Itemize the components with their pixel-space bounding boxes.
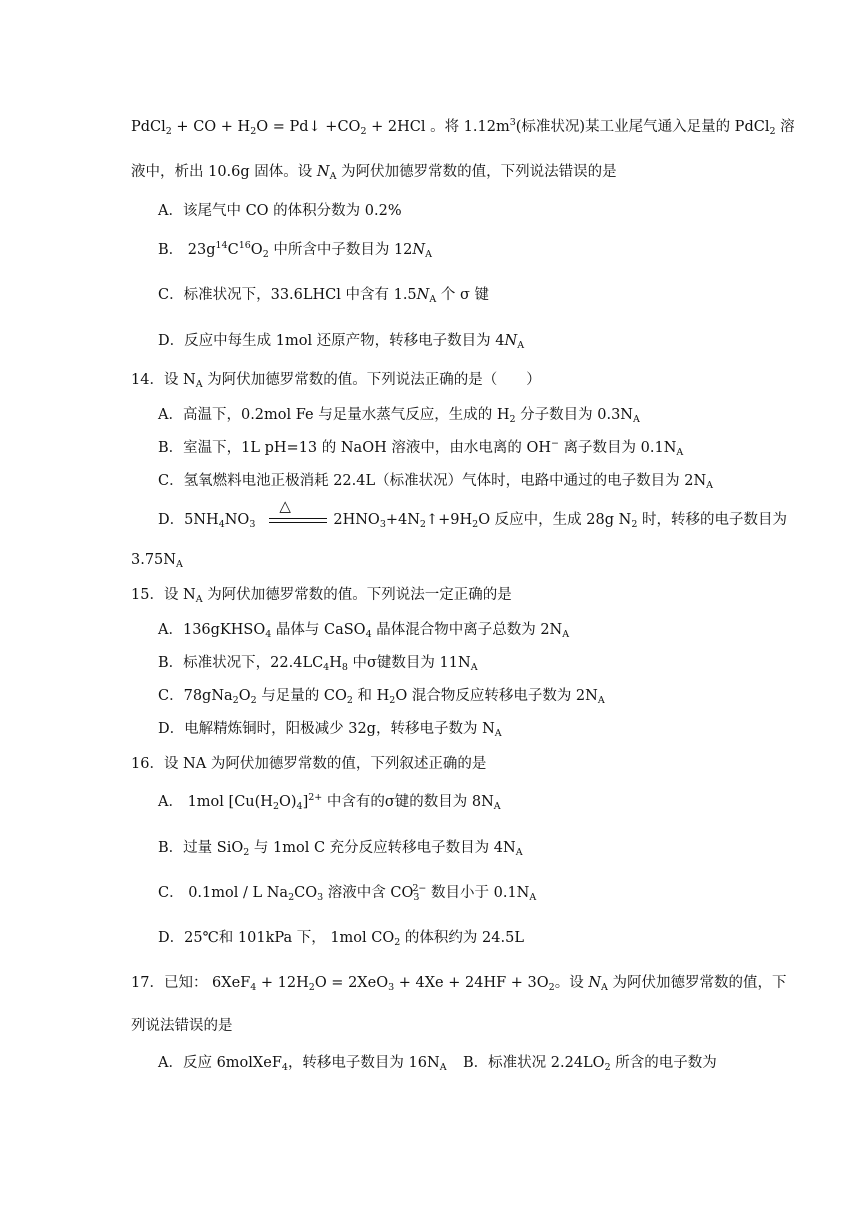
q17-stem-line2: 列说法错误的是 [131, 1018, 233, 1034]
q14-option-c: C．氢氧燃料电池正极消耗 22.4L（标准状况）气体时，电路中通过的电子数目为 $2N_A$ [158, 473, 714, 491]
q17-option-a: A．反应 6molXeF$_4$，转移电子数目为 $16N_A$ [158, 1055, 447, 1073]
q15-option-d: D．电解精炼铜时，阳极减少 32g，转移电子数为 $N_A$ [158, 721, 502, 739]
q14-option-b: B．室温下，1L pH=13 的 NaOH 溶液中，由水电离的 OH− 离子数目为 $0.1N_A$ [158, 438, 684, 458]
q13-option-a: A．该尾气中 CO 的体积分数为 0.2% [158, 203, 402, 219]
q15-option-c: C．$78gNa_2O_2$ 与足量的 $CO_2$ 和 $H_2O$ 混合物反应转移电子数为 $2N_A$ [158, 688, 605, 706]
q16-stem: 16．设 NA 为阿伏加德罗常数的值，下列叙述正确的是 [131, 756, 487, 772]
q14-option-d: D．$5NH_4NO_3$ △ $2HNO_3+4N_2↑+9H_2O$ 反应中，生成 28g $N_2$ 时，转移的电子数目为 [158, 497, 787, 530]
q17-stem-line1: 17．已知： $6XeF_4 + 12H_2O = 2XeO_3 + 4Xe + 24HF + 3O_2$。设 $N_A$ 为阿伏加德罗常数的值，下 [131, 975, 787, 993]
q13-option-d: D．反应中每生成 1mol 还原产物，转移电子数目为 $4N_A$ [158, 333, 525, 351]
q16-option-b: B．过量 SiO$_2$ 与 1mol C 充分反应转移电子数目为 $4N_A$ [158, 840, 523, 858]
q16-option-c: C． 0.1mol / L $Na_2CO_3$ 溶液中含 $CO_3^{2-}$ 数目小于 $0.1N_A$ [158, 883, 537, 903]
q13-option-b: B． $23g^{14}C^{16}O_2$ 中所含中子数目为 $12N_A$ [158, 240, 432, 260]
q13-option-c: C．标准状况下，33.6LHCl 中含有 $1.5N_A$ 个 σ 键 [158, 287, 489, 305]
q13-reaction-line: PdCl$_2$ + CO + $H_2O$ = Pd↓ $+CO_2 + 2HCl$ 。将 $1.12m^3$(标准状况)某工业尾气通入足量的 PdCl$_2$ 溶 [131, 117, 795, 137]
q17-option-b: B．标准状况 $2.24LO_2$ 所含的电子数为 [463, 1055, 717, 1073]
q16-option-a: A． 1mol $[Cu(H_2O)_4]^{2+}$ 中含有的σ键的数目为 $8N_A$ [158, 792, 501, 812]
q13-stem-line2: 液中，析出 10.6g 固体。设 $N_A$ 为阿伏加德罗常数的值，下列说法错误的是 [131, 164, 617, 182]
q14-option-a: A．高温下，0.2mol Fe 与足量水蒸气反应，生成的 $H_2$ 分子数目为 $0.3N_A$ [158, 407, 640, 425]
q16-option-d: D．25℃和 101kPa 下， 1mol $CO_2$ 的体积约为 24.5L [158, 930, 524, 948]
heating-condition-sign: △ [255, 510, 333, 530]
q14-stem: 14．设 $N_A$ 为阿伏加德罗常数的值。下列说法正确的是（ ） [131, 372, 541, 390]
q15-option-b: B．标准状况下，$22.4LC_4H_8$ 中σ键数目为 $11N_A$ [158, 655, 478, 673]
q15-option-a: A．136gKHSO$_4$ 晶体与 CaSO$_4$ 晶体混合物中离子总数为 $2N_A$ [158, 622, 570, 640]
q14-option-d-continued: $3.75N_A$ [131, 552, 183, 570]
q15-stem: 15．设 $N_A$ 为阿伏加德罗常数的值。下列说法一定正确的是 [131, 587, 512, 605]
